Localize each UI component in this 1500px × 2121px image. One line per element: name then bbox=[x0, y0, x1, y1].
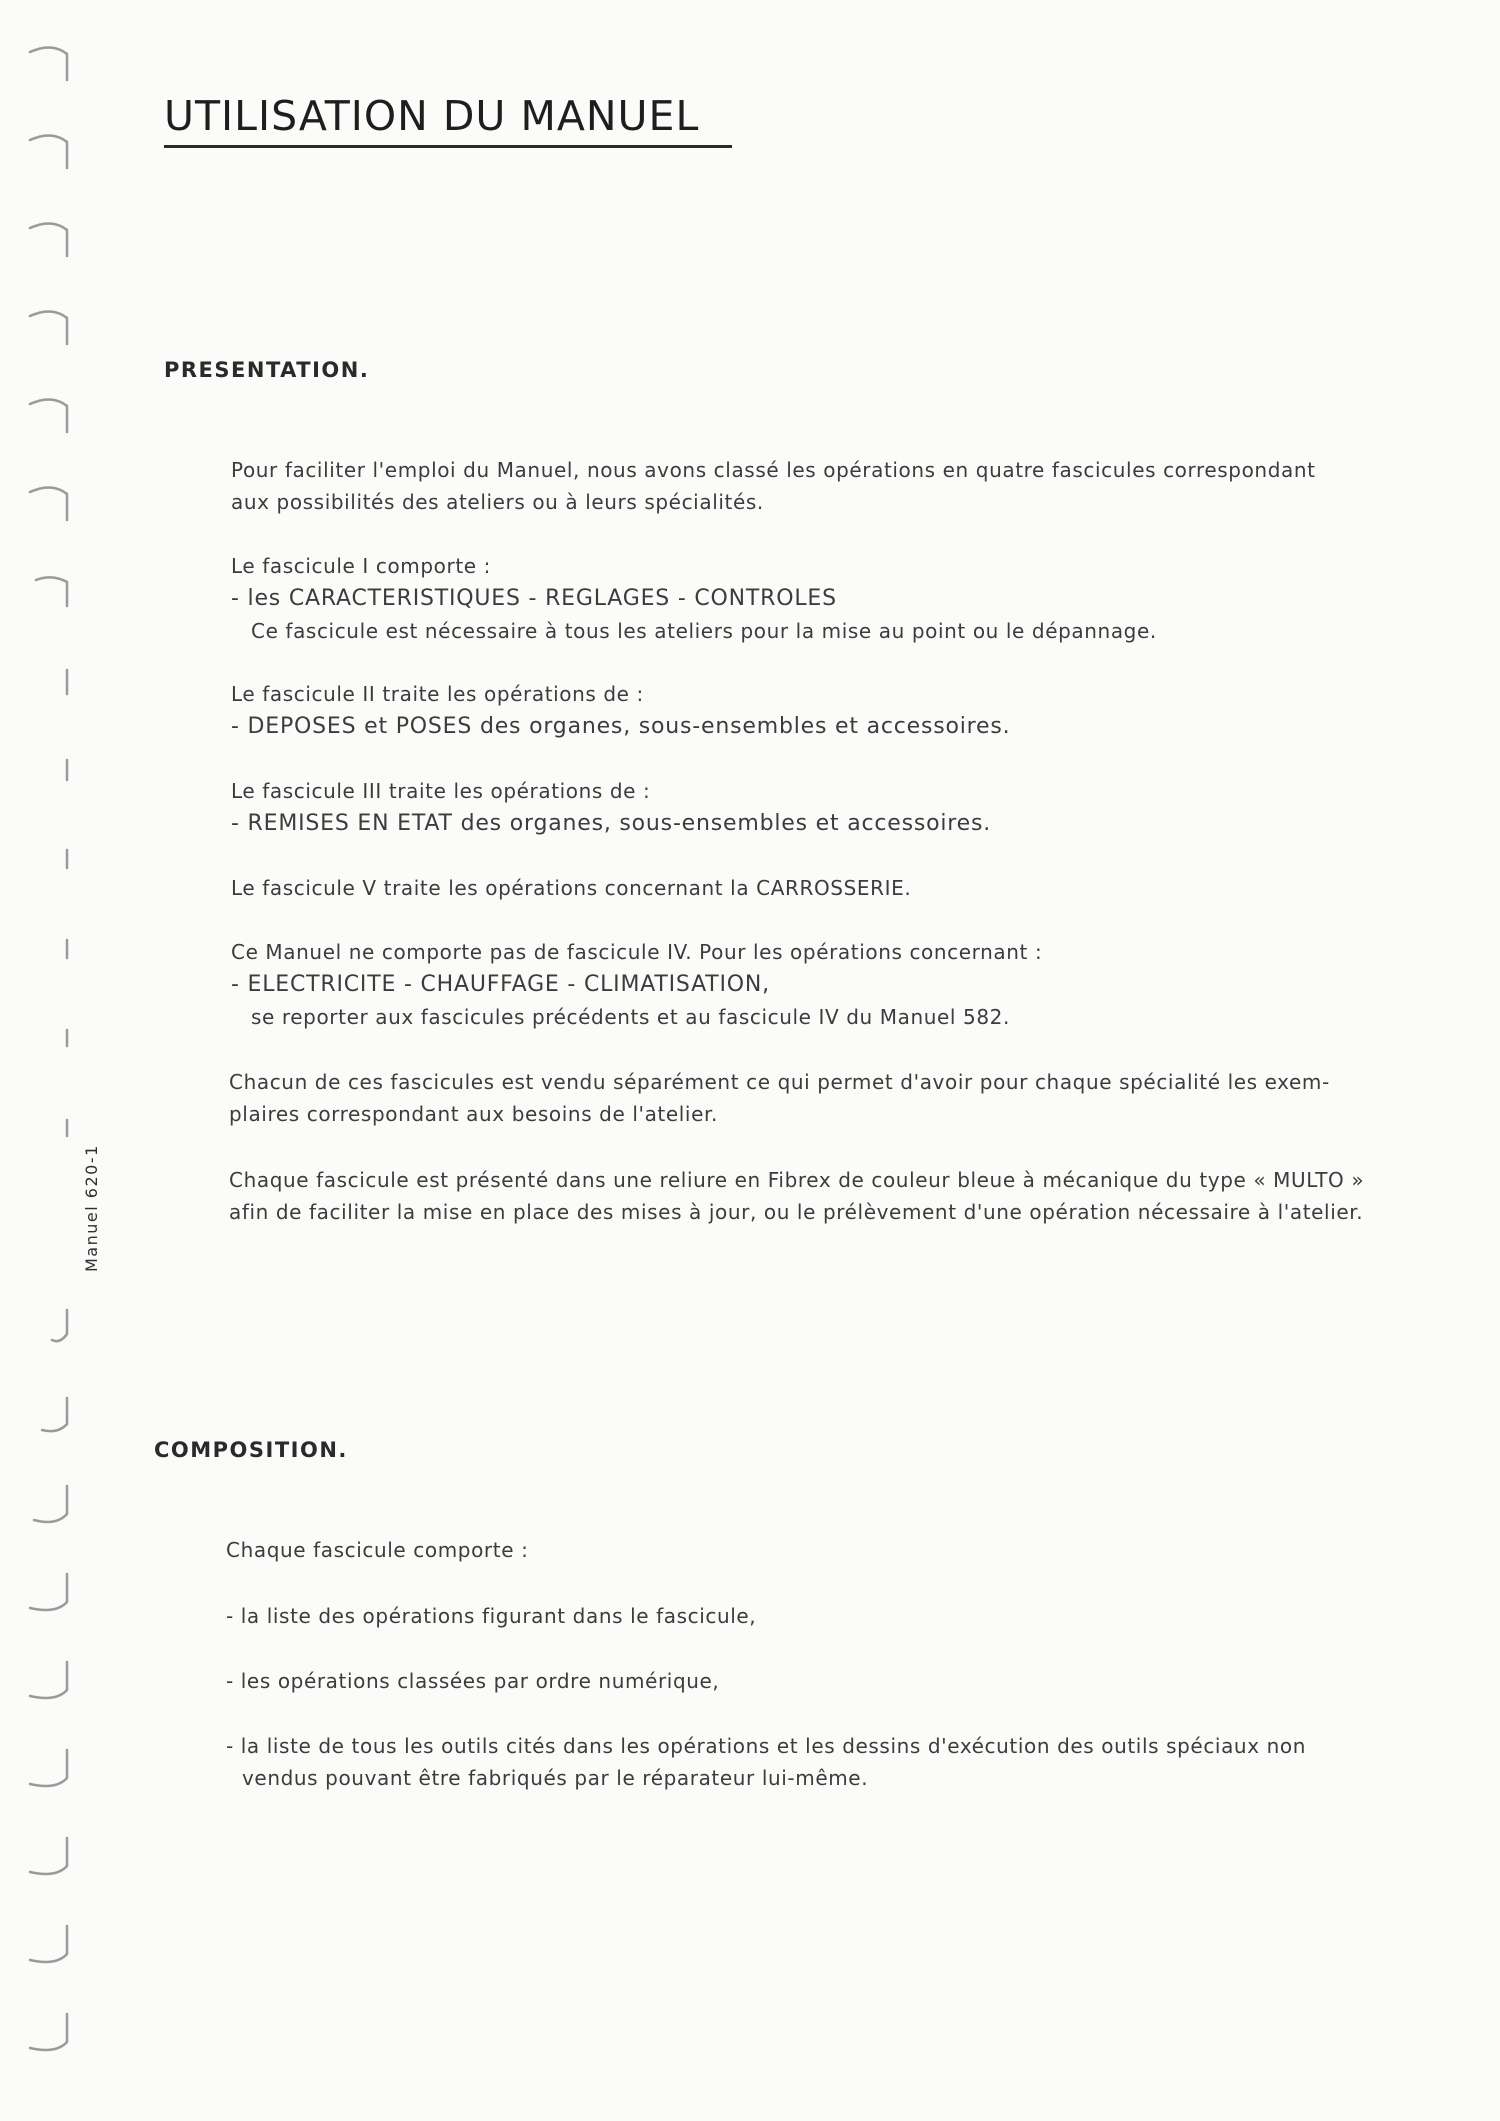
title-underline bbox=[164, 145, 732, 148]
text-line: Le fascicule I comporte : bbox=[231, 554, 491, 578]
composition-item-1: - la liste des opérations figurant dans le fascicule, bbox=[226, 1604, 757, 1628]
text-line: se reporter aux fascicules précédents et au fascicule IV du Manuel 582. bbox=[251, 1005, 1010, 1029]
text-line: Chaque fascicule est présenté dans une reliure en Fibrex de couleur bleue à mécanique du type « MULTO » bbox=[229, 1168, 1365, 1192]
binder-hole-mark bbox=[30, 1926, 67, 1962]
composition-intro: Chaque fascicule comporte : bbox=[226, 1538, 529, 1562]
binder-hole-mark bbox=[30, 487, 67, 520]
binder-hole-mark bbox=[34, 1486, 67, 1522]
presentation-sold-separately bbox=[229, 1066, 1330, 1130]
binder-hole-mark bbox=[30, 223, 67, 256]
text-line: Chacun de ces fascicules est vendu séparément ce qui permet d'avoir pour chaque spécialité les exem- bbox=[229, 1070, 1330, 1094]
text-line: plaires correspondant aux besoins de l'atelier. bbox=[229, 1102, 718, 1126]
fascicule-5-line: Le fascicule V traite les opérations concernant la CARROSSERIE. bbox=[231, 876, 912, 900]
fascicule-2-block bbox=[231, 678, 1010, 743]
text-line: - la liste de tous les outils cités dans les opérations et les dessins d'exécution des outils spéciaux non bbox=[226, 1734, 1306, 1758]
binder-hole-mark bbox=[30, 1750, 67, 1786]
binder-hole-mark bbox=[30, 135, 67, 168]
binder-hole-mark bbox=[30, 1838, 67, 1874]
text-line: afin de faciliter la mise en place des mises à jour, ou le prélèvement d'une opération nécessaire à l'atelier. bbox=[229, 1200, 1364, 1224]
composition-item-2: - les opérations classées par ordre numérique, bbox=[226, 1669, 720, 1693]
text-line: Pour faciliter l'emploi du Manuel, nous avons classé les opérations en quatre fascicules correspondant bbox=[231, 458, 1316, 482]
binder-hole-mark bbox=[52, 1310, 67, 1341]
text-line: Le fascicule II traite les opérations de : bbox=[231, 682, 644, 706]
binder-hole-mark bbox=[30, 1574, 67, 1610]
section-heading-presentation: PRESENTATION. bbox=[164, 358, 370, 382]
text-line: vendus pouvant être fabriqués par le réparateur lui-même. bbox=[242, 1766, 869, 1790]
binder-hole-mark bbox=[42, 1398, 67, 1431]
text-line: - ELECTRICITE - CHAUFFAGE - CLIMATISATION, bbox=[231, 972, 770, 997]
text-line: - REMISES EN ETAT des organes, sous-ensembles et accessoires. bbox=[231, 811, 992, 836]
binder-hole-mark bbox=[30, 1662, 67, 1698]
section-heading-composition: COMPOSITION. bbox=[154, 1438, 348, 1462]
fascicule-4-block bbox=[231, 936, 1042, 1033]
binder-hole-mark bbox=[30, 399, 67, 432]
text-line: aux possibilités des ateliers ou à leurs spécialités. bbox=[231, 490, 764, 514]
composition-item-3 bbox=[226, 1730, 1306, 1794]
text-line: - DEPOSES et POSES des organes, sous-ensembles et accessoires. bbox=[231, 714, 1011, 739]
binder-hole-mark bbox=[36, 577, 67, 606]
presentation-binding bbox=[229, 1164, 1364, 1228]
binder-holes bbox=[22, 40, 82, 2080]
text-line: Ce fascicule est nécessaire à tous les ateliers pour la mise au point ou le dépannage. bbox=[251, 619, 1157, 643]
binder-hole-mark bbox=[30, 311, 67, 344]
manual-reference: Manuel 620-1 bbox=[82, 1144, 101, 1272]
binder-hole-mark bbox=[30, 47, 67, 80]
fascicule-3-block bbox=[231, 775, 991, 840]
text-line: - les CARACTERISTIQUES - REGLAGES - CONTROLES bbox=[231, 586, 837, 611]
fascicule-1-block bbox=[231, 550, 1157, 647]
binder-hole-mark bbox=[30, 2014, 67, 2050]
page-title: UTILISATION DU MANUEL bbox=[164, 92, 700, 140]
text-line: Le fascicule III traite les opérations de : bbox=[231, 779, 651, 803]
text-line: Ce Manuel ne comporte pas de fascicule IV. Pour les opérations concernant : bbox=[231, 940, 1043, 964]
presentation-intro bbox=[231, 454, 1316, 518]
